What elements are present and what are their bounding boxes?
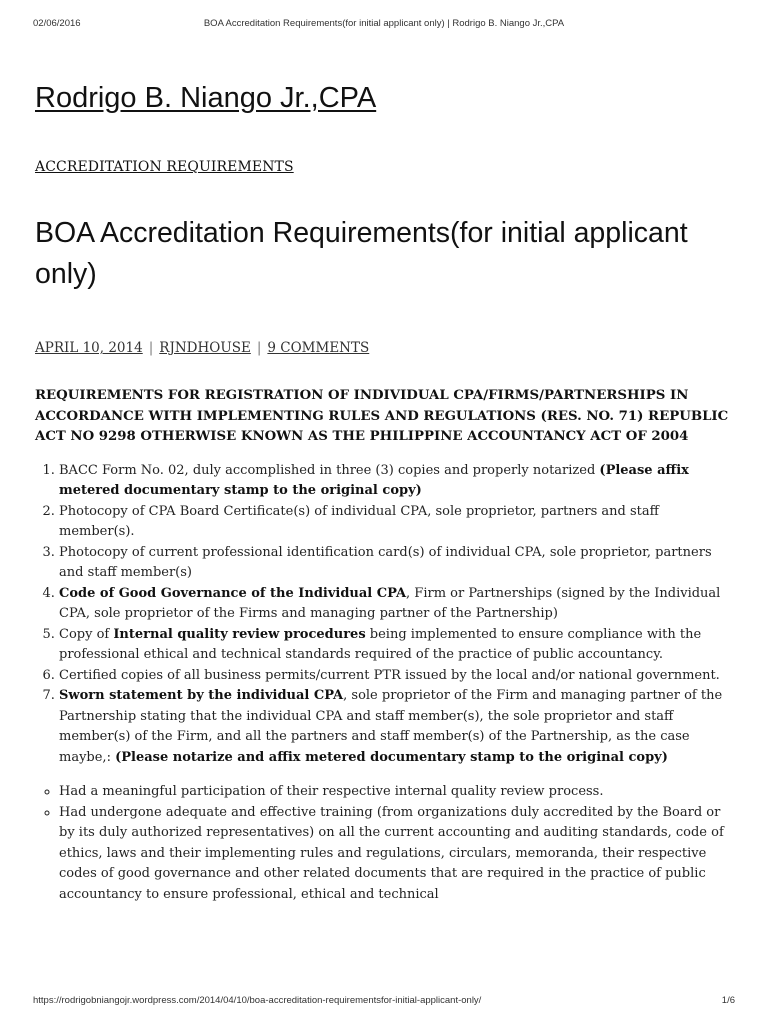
print-header (0, 18, 768, 32)
item-text: Photocopy of current professional identification card(s) of individual CPA, sole proprietor, partners and staff member(s) (59, 544, 712, 580)
list-item: ◦ Had a meaningful participation of their respective internal quality review process. (59, 782, 733, 803)
post-title: BOA Accreditation Requirements(for initial applicant only) (35, 217, 688, 290)
list-item (59, 502, 733, 543)
item-text: BACC Form No. 02, duly accomplished in three (3) copies and properly notarized (59, 462, 600, 478)
list-item (59, 543, 733, 584)
requirements-heading: REQUIREMENTS FOR REGISTRATION OF INDIVIDUAL CPA/FIRMS/PARTNERSHIPS IN ACCORDANCE WITH IMPLEMENTING RULES AND REGULATIONS (RES. NO. 71) REPUBLIC ACT NO 9298 OTHERWISE KNOWN AS THE PHILIPPINE ACCOUNTANCY ACT OF 2004 (35, 388, 729, 444)
list-item (59, 666, 733, 687)
site-title-link[interactable]: Rodrigo B. Niango Jr.,CPA (35, 82, 377, 114)
item-text: Photocopy of CPA Board Certificate(s) of individual CPA, sole proprietor, partners and staff member(s). (59, 503, 659, 539)
list-item (59, 584, 733, 625)
item-text: Copy of (59, 626, 114, 642)
page-url: https://rodrigobniangojr.wordpress.com/2014/04/10/boa-accreditation-requirementsfor-initial-applicant-only/ (33, 995, 482, 1006)
item-bold-text: (Please affix metered documentary stamp to the original copy) (59, 462, 689, 498)
author-link[interactable]: RJNDHOUSE (159, 340, 251, 356)
item-bold-text: (Please notarize and affix metered documentary stamp to the original copy) (115, 749, 668, 765)
item-text: , sole proprietor of the Firm and managing partner of the Partnership stating that the individual CPA and staff member(s), the sole proprietor and staff member(s) of the Firm, and all the partners and staff member(s) of the Partnership, as the case maybe,: (59, 688, 723, 765)
comments-link[interactable]: 9 COMMENTS (267, 340, 370, 356)
item-bold-text: Code of Good Governance of the Individual CPA (59, 585, 407, 601)
meta-separator: | (148, 340, 154, 356)
post-meta (35, 338, 733, 358)
item-bold-text: Internal quality review procedures (113, 626, 366, 642)
post-date-link[interactable]: APRIL 10, 2014 (35, 340, 143, 356)
sub-requirements-list (35, 782, 733, 905)
print-date: 02/06/2016 (33, 18, 81, 29)
main-content (35, 78, 733, 905)
requirements-list (35, 461, 733, 769)
meta-separator: | (256, 340, 262, 356)
print-footer (0, 995, 768, 1009)
print-page-title: BOA Accreditation Requirements(for initial applicant only) | Rodrigo B. Niango Jr.,CPA (203, 18, 565, 29)
item-text: , Firm or Partnerships (signed by the Individual CPA, sole proprietor of the Firms and managing partner of the Partnership) (59, 585, 721, 621)
category-link[interactable]: ACCREDITATION REQUIREMENTS (35, 159, 294, 175)
item-text: Certified copies of all business permits/current PTR issued by the local and/or national government. (59, 667, 720, 683)
page-number: 1/6 (721, 995, 735, 1006)
item-text: being implemented to ensure compliance with the professional ethical and technical standards required of the practice of public accountancy. (59, 626, 702, 662)
list-item: ◦ Had undergone adequate and effective training (from organizations duly accredited by the Board or by its duly authorized representatives) on all the current accounting and auditing standards, code of ethics, laws and their implementing rules and regulations, circulars, memoranda, their respective codes of good governance and other related documents that are required in the practice of public accountancy to ensure professional, ethical and technical (59, 803, 733, 906)
list-item (59, 461, 733, 502)
list-item (59, 625, 733, 666)
item-bold-text: Sworn statement by the individual CPA (59, 688, 344, 703)
list-item (59, 686, 733, 768)
